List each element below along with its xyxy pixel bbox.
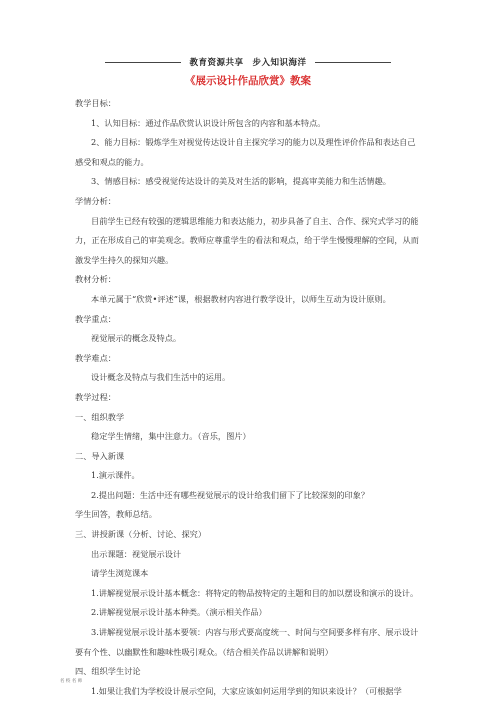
page-footer: 名 校 名 师 — [60, 679, 83, 684]
text-line: 一、组织教学 — [75, 411, 125, 422]
text-line: 1.演示课件。 — [91, 470, 140, 481]
text-line: 教学重点： — [75, 313, 116, 324]
text-line: 1.如果让我们为学校设计展示空间，大家应该如何运用学到的知识来设计？（可根据学 — [91, 685, 402, 696]
text-line: 二、导入新课 — [75, 450, 125, 461]
text-line: 1、认知目标：通过作品欣赏认识设计所包含的内容和基本特点。 — [91, 117, 326, 128]
text-line: 2.讲解视觉展示设计基本种类。（演示相关作品） — [91, 607, 267, 618]
text-line: 学情分析： — [75, 195, 116, 206]
text-line: 设计概念及特点与我们生活中的运用。 — [91, 372, 231, 383]
text-line: 出示课题：视觉展示设计 — [91, 548, 182, 559]
text-line: 教学难点： — [75, 352, 116, 363]
text-line: 教学目标： — [75, 98, 116, 108]
text-line: 四、组织学生讨论 — [75, 666, 141, 677]
document-title: 《展示设计作品欣赏》教案 — [185, 75, 311, 87]
text-line: 本单元属于“欣赏•评述”课，根据教材内容进行教学设计，以师生互动为设计原则。 — [91, 293, 391, 304]
text-line: 2、能力目标：锻炼学生对视觉传达设计自主探究学习的能力以及理性评价作品和表达自己感受和观点的能力。 — [75, 137, 416, 167]
text-line: 请学生浏览课本 — [91, 568, 149, 579]
text-line: 目前学生已经有较强的逻辑思维能力和表达能力，初步具备了自主、合作、探究式学习的能力，正在形成自己的审美观念。教师应尊重学生的看法和观点，给于学生慢慢理解的空间，从而激发学生持久的探知兴趣。 — [75, 215, 419, 265]
text-line: 稳定学生情绪，集中注意力。（音乐，图片） — [91, 431, 251, 442]
text-line: 三、讲授新课（分析、讨论、探究） — [75, 529, 207, 540]
text-line: 学生回答，教师总结。 — [75, 509, 157, 520]
text-line: 视觉展示的概念及特点。 — [91, 333, 182, 344]
header-left-rule — [105, 62, 181, 63]
text-line: 3、情感目标：感受视觉传达设计的美及对生活的影响，提高审美能力和生活情趣。 — [91, 176, 391, 187]
header-right-rule — [315, 62, 391, 63]
document-header — [0, 55, 496, 69]
text-line: 教学过程： — [75, 391, 116, 402]
text-line: 3.讲解视觉展示设计基本要领：内容与形式要高度统一、时间与空间要多样有序、展示设计要有个性、以幽默性和趣味性吸引观众。（结合相关作品以讲解和说明） — [75, 627, 419, 657]
document-body — [75, 94, 421, 701]
header-text: 教育资源共享 步入知识海洋 — [189, 58, 307, 68]
text-line: 教材分析： — [75, 274, 116, 285]
text-line: 1.讲解视觉展示设计基本概念：将特定的物品按特定的主题和目的加以摆设和演示的设计。 — [91, 587, 419, 598]
text-line: 2.提出问题：生活中还有哪些视觉展示的设计给我们留下了比较深刻的印象？ — [91, 489, 370, 500]
